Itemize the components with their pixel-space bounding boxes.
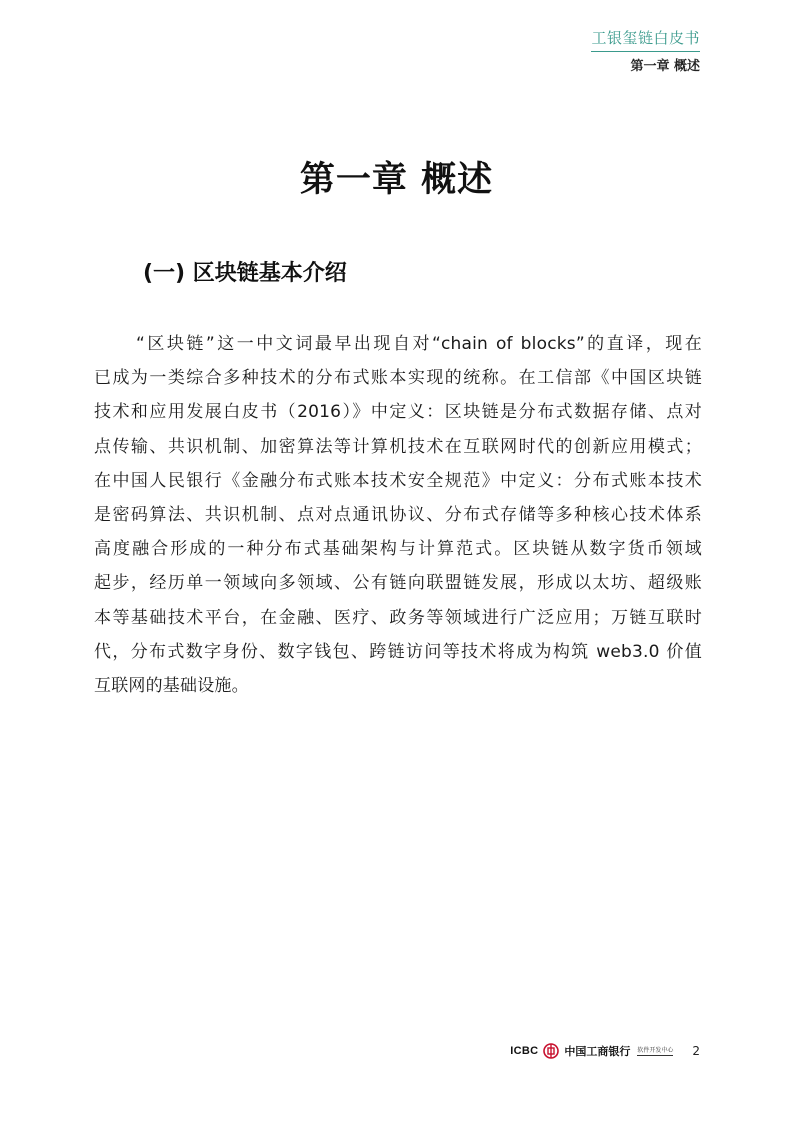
paragraph-line: 高度融合形成的一种分布式基础架构与计算范式。区块链从数字货币领域 [94, 539, 702, 560]
page-number: 2 [692, 1044, 700, 1058]
footer-brand: ICBC [510, 1045, 539, 1057]
header-title: 工银玺链白皮书 [591, 28, 700, 52]
paragraph-line: 起步，经历单一领域向多领域、公有链向联盟链发展，形成以太坊、超级账 [94, 573, 702, 594]
icbc-logo-icon [543, 1043, 559, 1059]
paragraph-line: 是密码算法、共识机制、点对点通讯协议、分布式存储等多种核心技术体系 [94, 504, 702, 525]
paragraph-line: 在中国人民银行《金融分布式账本技术安全规范》中定义：分布式账本技术 [94, 470, 702, 491]
chapter-title: 第一章 概述 [299, 160, 494, 200]
paragraph-line: 代，分布式数字身份、数字钱包、跨链访问等技术将成为构筑 web3.0 价值 [94, 641, 702, 662]
paragraph-line: 技术和应用发展白皮书（2016）》中定义：区块链是分布式数据存储、点对 [94, 402, 702, 423]
paragraph-line: 已成为一类综合多种技术的分布式账本实现的统称。在工信部《中国区块链 [94, 368, 702, 389]
footer-dept: 软件开发中心 [637, 1046, 674, 1054]
footer-bank-name: 中国工商银行 [564, 1045, 631, 1058]
page-footer [510, 1040, 700, 1062]
paragraph-line: 互联网的基础设施。 [94, 675, 249, 696]
page-header [591, 28, 700, 76]
paragraph-line: 点传输、共识机制、加密算法等计算机技术在互联网时代的创新应用模式； [94, 436, 702, 457]
paragraph-line: 本等基础技术平台，在金融、医疗、政务等领域进行广泛应用；万链互联时 [94, 607, 702, 628]
body-paragraph [94, 327, 702, 703]
section-title: (一) 区块链基本介绍 [143, 261, 347, 286]
paragraph-line: “区块链”这一中文词最早出现自对“chain of blocks”的直译，现在 [136, 334, 702, 354]
header-chapter: 第一章 概述 [630, 59, 700, 74]
